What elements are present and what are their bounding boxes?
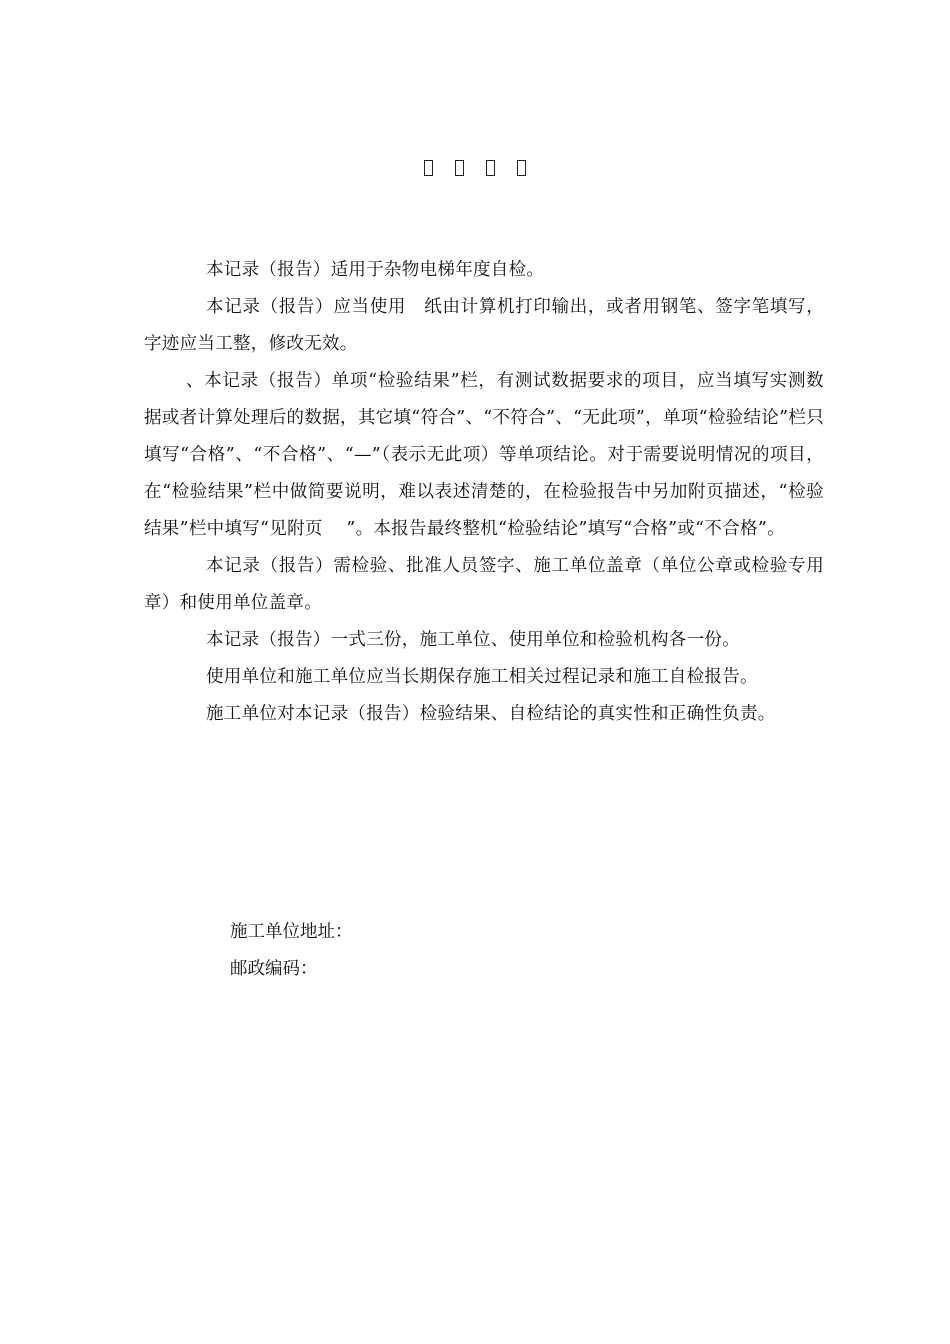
contact-block [230,914,353,988]
heading-missing-glyph-3 [486,160,495,176]
instruction-paragraph-2: 本记录（报告）应当使用 纸由计算机打印输出，或者用钢笔、签字笔填写，字迹应当工整，修改无效。 [144,297,824,354]
heading-missing-glyph-4 [517,160,526,176]
address-label: 施工单位地址： [230,922,353,942]
instruction-paragraph-3: 、本记录（报告）单项“检验结果”栏，有测试数据要求的项目，应当填写实测数据或者计算处理后的数据，其它填“符合”、“不符合”、“无此项”，单项“检验结论”栏只填写“合格”、“不合格”、“—”（表示无此项）等单项结论。对于需要说明情况的项目，在“检验结果”栏中做简要说明，难以表述清楚的，在检验报告中另加附页描述，“检验结果”栏中填写“见附页 ”。本报告最终整机“检验结论”填写“合格”或“不合格”。 [144,371,824,539]
heading-missing-glyph-1 [424,160,433,176]
instructions-body [144,252,824,733]
instruction-paragraph-7: 施工单位对本记录（报告）检验结果、自检结论的真实性和正确性负责。 [206,704,776,724]
postcode-label: 邮政编码： [230,959,318,979]
instruction-paragraph-6: 使用单位和施工单位应当长期保存施工相关过程记录和施工自检报告。 [206,667,758,687]
heading-missing-glyph-2 [455,160,464,176]
page-heading [0,160,950,176]
instruction-paragraph-4: 本记录（报告）需检验、批准人员签字、施工单位盖章（单位公章或检验专用章）和使用单位盖章。 [144,556,824,613]
instruction-paragraph-5: 本记录（报告）一式三份，施工单位、使用单位和检验机构各一份。 [206,630,740,650]
instruction-paragraph-1: 本记录（报告）适用于杂物电梯年度自检。 [206,260,545,280]
